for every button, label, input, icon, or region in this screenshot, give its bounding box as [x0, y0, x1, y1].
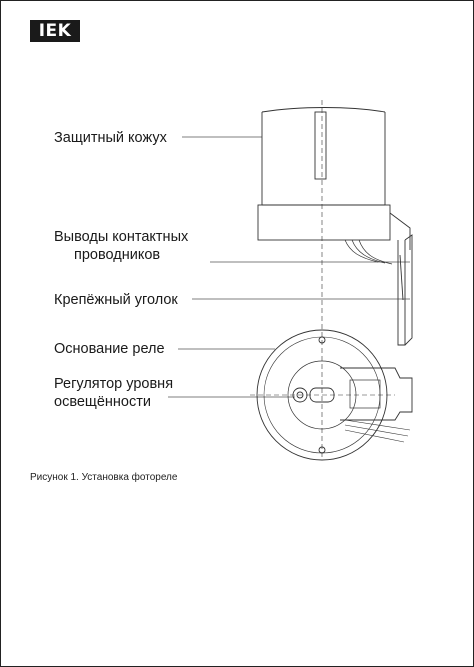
- label-wires-line2: проводников: [74, 247, 161, 263]
- protective-cover-shape: [262, 108, 385, 206]
- leader-lines: [168, 137, 410, 397]
- label-protective-cover: Защитный кожух: [54, 130, 167, 146]
- figure-caption: Рисунок 1. Установка фотореле: [30, 472, 178, 483]
- label-regulator-line1: Регулятор уровня: [54, 376, 174, 392]
- housing-base-ring: [258, 205, 410, 250]
- mounting-bracket-shape: [398, 235, 412, 345]
- relay-base-shape: [250, 330, 412, 460]
- label-relay-base: Основание реле: [54, 341, 165, 357]
- label-regulator-line2: освещённости: [54, 394, 151, 410]
- label-wires-line1: Выводы контактных: [54, 229, 189, 245]
- label-mounting-bracket: Крепёжный уголок: [54, 292, 178, 308]
- contact-wires: [345, 240, 392, 264]
- iek-logo: IEK: [30, 20, 80, 42]
